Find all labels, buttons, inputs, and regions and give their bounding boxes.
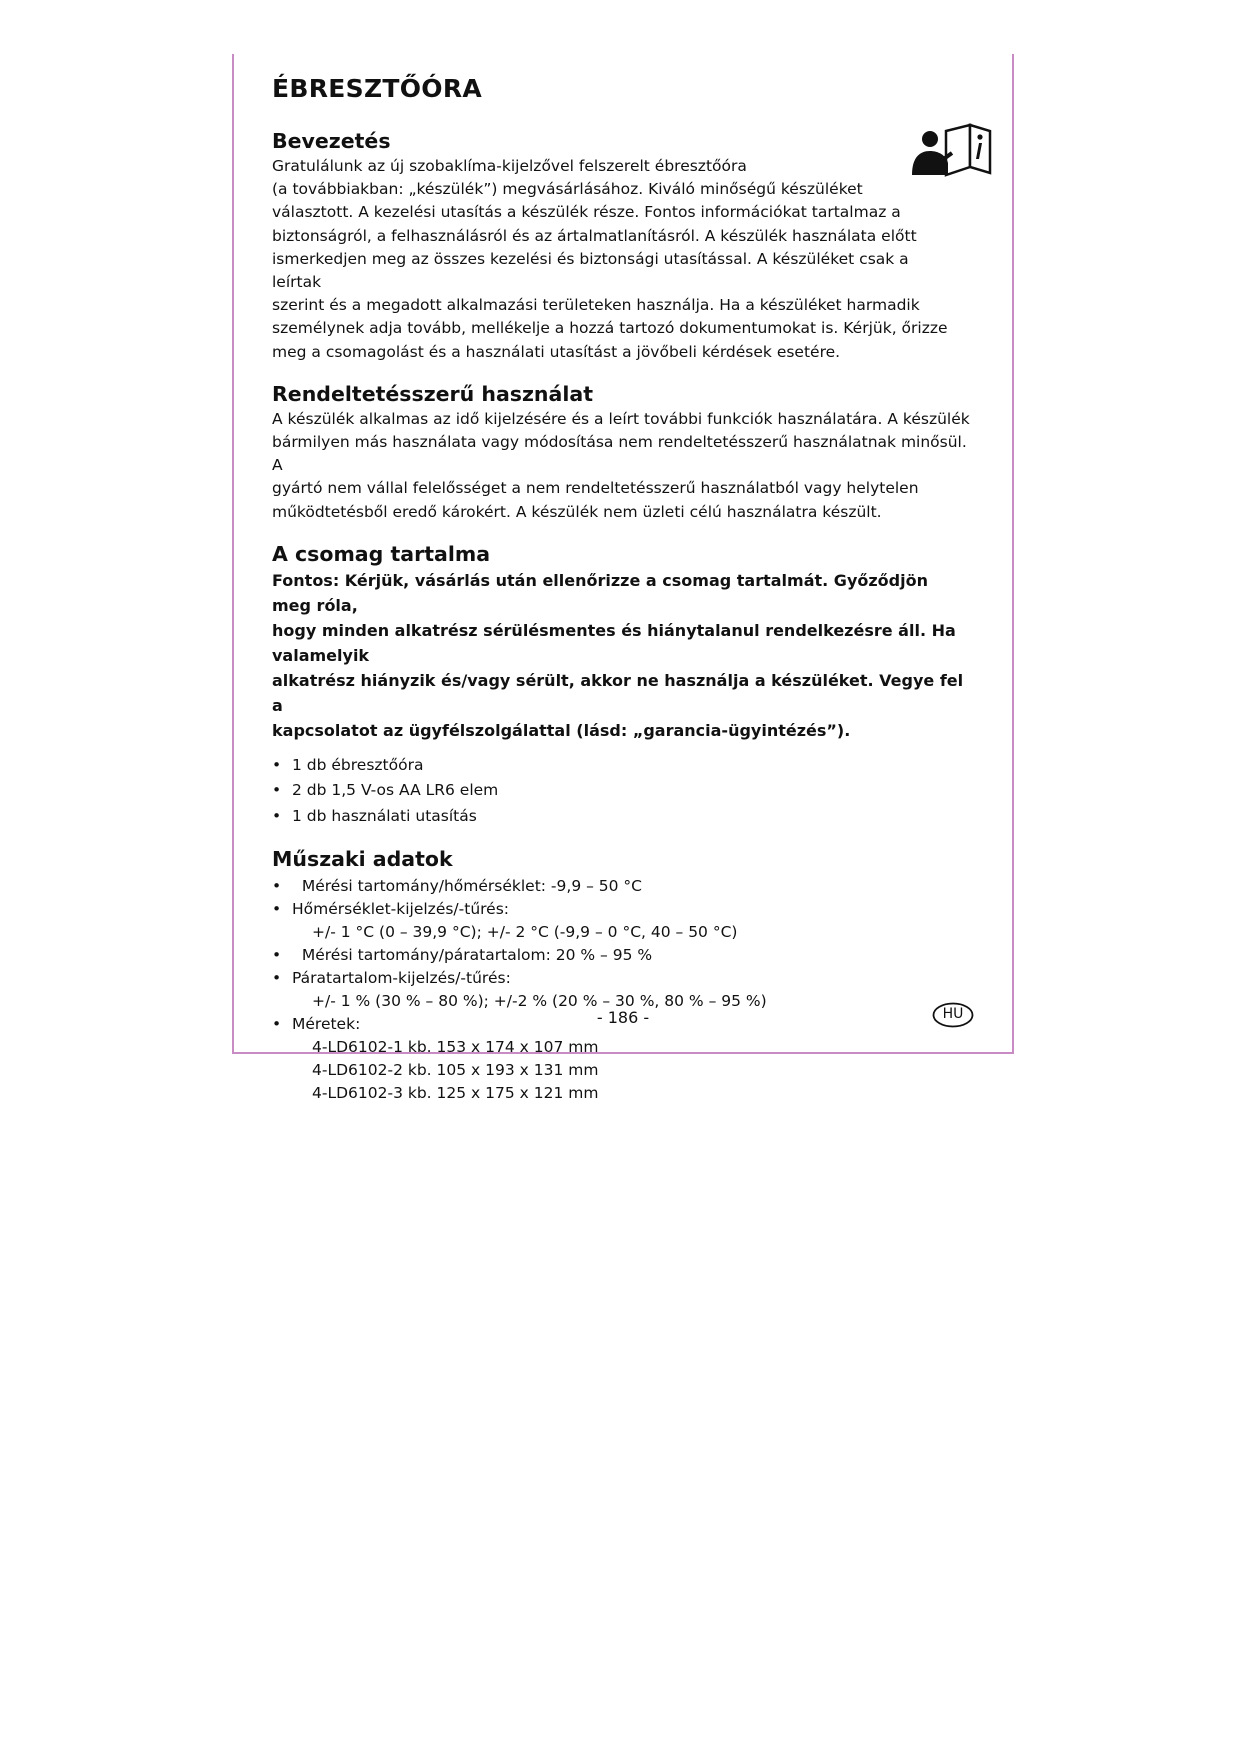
- list-item: • Méretek: 4-LD6102-1 kb. 153 x 174 x 107 mm 4-LD6102-2 kb. 105 x 193 x 131 mm 4-LD6102-3 kb. 125 x 175 x 121 mm: [272, 1013, 972, 1105]
- package-heading: A csomag tartalma: [272, 541, 491, 566]
- info-manual-icon: [908, 123, 992, 185]
- list-item: • 1 db ébresztőóra: [272, 753, 972, 779]
- intended-use-heading: Rendeltetésszerű használat: [272, 381, 594, 406]
- list-item: • Hőmérséklet-kijelzés/-tűrés: +/- 1 °C (0 – 39,9 °C); +/- 2 °C (-9,9 – 0 °C, 40 – 50 °C): [272, 898, 972, 944]
- bullet-icon: •: [272, 877, 282, 896]
- bullet-icon: •: [272, 781, 282, 800]
- bullet-icon: •: [272, 900, 282, 919]
- language-code: HU: [942, 1006, 964, 1022]
- document-title: ÉBRESZTŐÓRA: [272, 74, 483, 103]
- list-item: • 1 db használati utasítás: [272, 804, 972, 830]
- intro-section: [272, 129, 972, 364]
- intro-text: Gratulálunk az új szobaklíma-kijelzővel felszerelt ébresztőóra (a továbbiakban: „készülék”) megvásárlásához. Kiváló minőségű készüléket választott. A kezelési utasítás a készülék része. Fontos információkat tartalmaz a biztonságról, a felhasználásról és az ártalmatlanításról. A készülék használata előtt ismerkedjen meg az összes kezelési és biztonsági utasítással. A készüléket csak a leírtak szerint és a megadott alkalmazási területeken használja. Ha a készüléket harmadik személynek adja tovább, mellékelje a hozzá tartozó dokumentumokat is. Kérjük, őrizze meg a csomagolást és a használati utasítást a jövőbeli kérdések esetére.: [272, 157, 948, 361]
- spec-detail: +/- 1 °C (0 – 39,9 °C); +/- 2 °C (-9,9 – 0 °C, 40 – 50 °C): [312, 923, 738, 942]
- bullet-icon: •: [272, 755, 282, 774]
- bullet-icon: •: [272, 806, 282, 825]
- specs-list: [272, 875, 972, 1105]
- bullet-icon: •: [272, 969, 282, 988]
- list-item: • 2 db 1,5 V-os AA LR6 elem: [272, 778, 972, 804]
- package-contents-list: [272, 753, 972, 830]
- specs-heading: Műszaki adatok: [272, 847, 453, 872]
- spec-detail: 4-LD6102-2 kb. 105 x 193 x 131 mm: [312, 1061, 599, 1080]
- intended-use-text: A készülék alkalmas az idő kijelzésére és a leírt további funkciók használatára. A készülék bármilyen más használata vagy módosítása nem rendeltetésszerű használatnak minősül. A gyártó nem vállal felelősséget a nem rendeltetésszerű használatból vagy helytelen működtetésből eredő károkért. A készülék nem üzleti célú használatra készült.: [272, 409, 970, 521]
- package-section: [272, 542, 972, 830]
- list-item: • Páratartalom-kijelzés/-tűrés: +/- 1 % (30 % – 80 %); +/-2 % (20 % – 30 %, 80 % – 95 %): [272, 967, 972, 1013]
- language-badge: [932, 1002, 974, 1028]
- bullet-icon: •: [272, 946, 282, 965]
- list-item: • Mérési tartomány/páratartalom: 20 % – 95 %: [272, 944, 972, 967]
- specs-section: [272, 847, 972, 1105]
- important-label: Fontos:: [272, 570, 340, 590]
- intro-heading: Bevezetés: [272, 129, 391, 153]
- page-number: - 186 -: [596, 1008, 650, 1027]
- bullet-icon: •: [272, 1015, 282, 1034]
- important-notice: Fontos: Kérjük, vásárlás után ellenőrizze a csomag tartalmát. Győződjön meg róla, hogy minden alkatrész sérülésmentes és hiánytalanul rendelkezésre áll. Ha valamelyik alkatrész hiányzik és/vagy sérült, akkor ne használja a készüléket. Vegye fel a kapcsolatot az ügyfélszolgálattal (lásd: „garancia-ügyintézés”).: [272, 570, 964, 740]
- spec-detail: +/- 1 % (30 % – 80 %); +/-2 % (20 % – 30 %, 80 % – 95 %): [312, 992, 767, 1011]
- spec-detail: 4-LD6102-3 kb. 125 x 175 x 121 mm: [312, 1084, 599, 1103]
- page-footer: [232, 1008, 1014, 1038]
- intended-use-section: [272, 382, 972, 524]
- document-content: [272, 74, 972, 1123]
- list-item: • Mérési tartomány/hőmérséklet: -9,9 – 50 °C: [272, 875, 972, 898]
- spec-detail: 4-LD6102-1 kb. 153 x 174 x 107 mm: [312, 1038, 599, 1057]
